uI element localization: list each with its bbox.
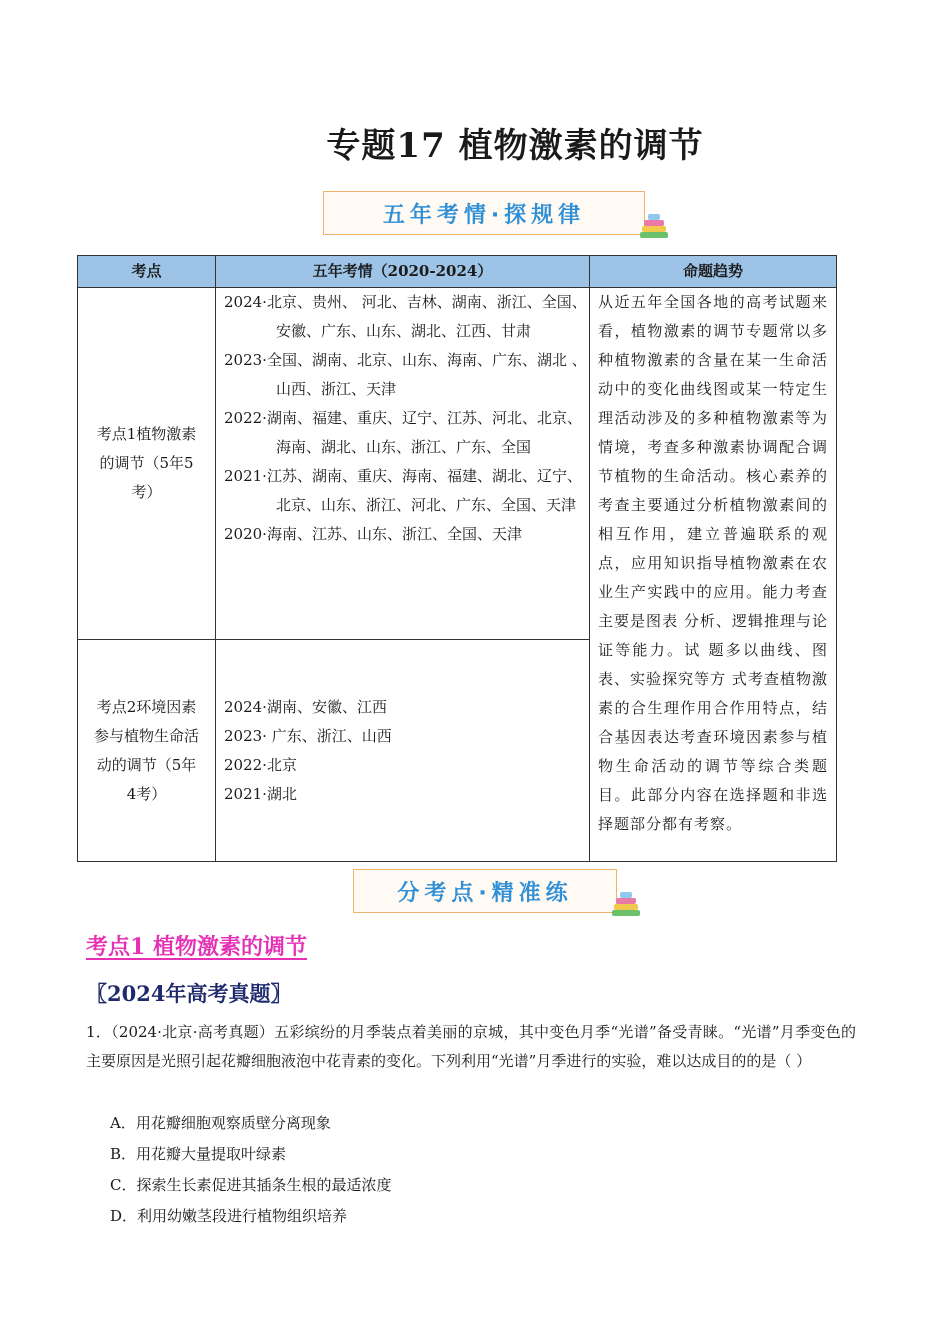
year-line: 2024·北京、贵州、 河北、吉林、湖南、浙江、全国、安徽、广东、山东、湖北、江西、甘肃 <box>224 293 587 340</box>
header-trend: 命题趋势 <box>590 256 837 288</box>
banner-practice-label: 分考点·精准练 <box>397 880 573 906</box>
years-cell <box>216 640 590 862</box>
year-line: 2023· 广东、浙江、山西 <box>224 726 392 745</box>
kaodian-cell <box>78 640 216 862</box>
option-a: A．用花瓣细胞观察质壁分离现象 <box>110 1114 331 1132</box>
kaodian-2: 考点2环境因素参与植物生命活动的调节（5年4考） <box>93 697 199 803</box>
year-line: 2021·湖北 <box>224 784 297 803</box>
banner-practice <box>353 869 617 913</box>
year-line: 2020·海南、江苏、山东、浙江、全国、天津 <box>224 525 522 543</box>
header-years: 五年考情（2020-2024） <box>216 256 590 288</box>
option-c: C．探索生长素促进其插条生根的最适浓度 <box>110 1176 392 1194</box>
books-icon <box>640 212 670 238</box>
kaodian-cell <box>78 288 216 640</box>
option-d: D．利用幼嫩茎段进行植物组织培养 <box>110 1207 348 1225</box>
banner-five-year <box>323 191 645 235</box>
section-title: 考点1 植物激素的调节 <box>86 934 307 960</box>
year-line: 2021·江苏、湖南、重庆、海南、福建、湖北、辽宁、北京、山东、浙江、河北、广东、全国、天津 <box>224 467 582 514</box>
option-b: B．用花瓣大量提取叶绿素 <box>110 1145 287 1163</box>
year-line: 2023·全国、湖南、北京、山东、海南、广东、湖北 、山西、浙江、天津 <box>224 351 587 398</box>
banner-five-year-label: 五年考情·探规律 <box>382 202 586 228</box>
trend-cell <box>590 288 837 862</box>
question-text: 1．（2024·北京·高考真题）五彩缤纷的月季装点着美丽的京城，其中变色月季“光谱”备受青睐。“光谱”月季变色的主要原因是光照引起花瓣细胞液泡中花青素的变化。下列利用“光谱”月季进行的实验，难以达成目的的是（ ） <box>86 1023 856 1070</box>
books-icon <box>612 890 642 916</box>
table-header-row <box>78 256 837 288</box>
table-row <box>78 288 837 640</box>
trend-text: 从近五年全国各地的高考试题来看，植物激素的调节专题常以多种植物激素的含量在某一生命活动中的变化曲线图或某一特定生理活动涉及的多种植物激素等为情境，考查多种激素协调配合调节植物的生命活动。核心素养的考查主要通过分析植物激素间的相互作用，建立普遍联系的观点，应用知识指导植物激素在农业生产实践中的应用。能力考查主要是图表 分析、逻辑推理与论证等能力。试 题多以曲线、图表、实验探究等方 式考查植物激素的合生理作用合作用特点，结合基因表达考查环境因素参与植物生命活动的调节等综合类题目。此部分内容在选择题和非选择题部分都有考察。 <box>598 293 828 833</box>
year-line: 2022·湖南、福建、重庆、辽宁、江苏、河北、北京、海南、湖北、山东、浙江、广东、全国 <box>224 409 582 456</box>
year-line: 2024·湖南、安徽、江西 <box>224 697 387 716</box>
header-kaodian: 考点 <box>78 256 216 288</box>
exam-table <box>77 255 837 862</box>
sub-title: 〖2024年高考真题〗 <box>86 981 292 1006</box>
kaodian-1: 考点1植物激素的调节（5年5考） <box>96 425 197 501</box>
year-line: 2022·北京 <box>224 755 297 774</box>
page-title: 专题17 植物激素的调节 <box>326 126 704 166</box>
options-list <box>110 1108 391 1232</box>
years-cell <box>216 288 590 640</box>
